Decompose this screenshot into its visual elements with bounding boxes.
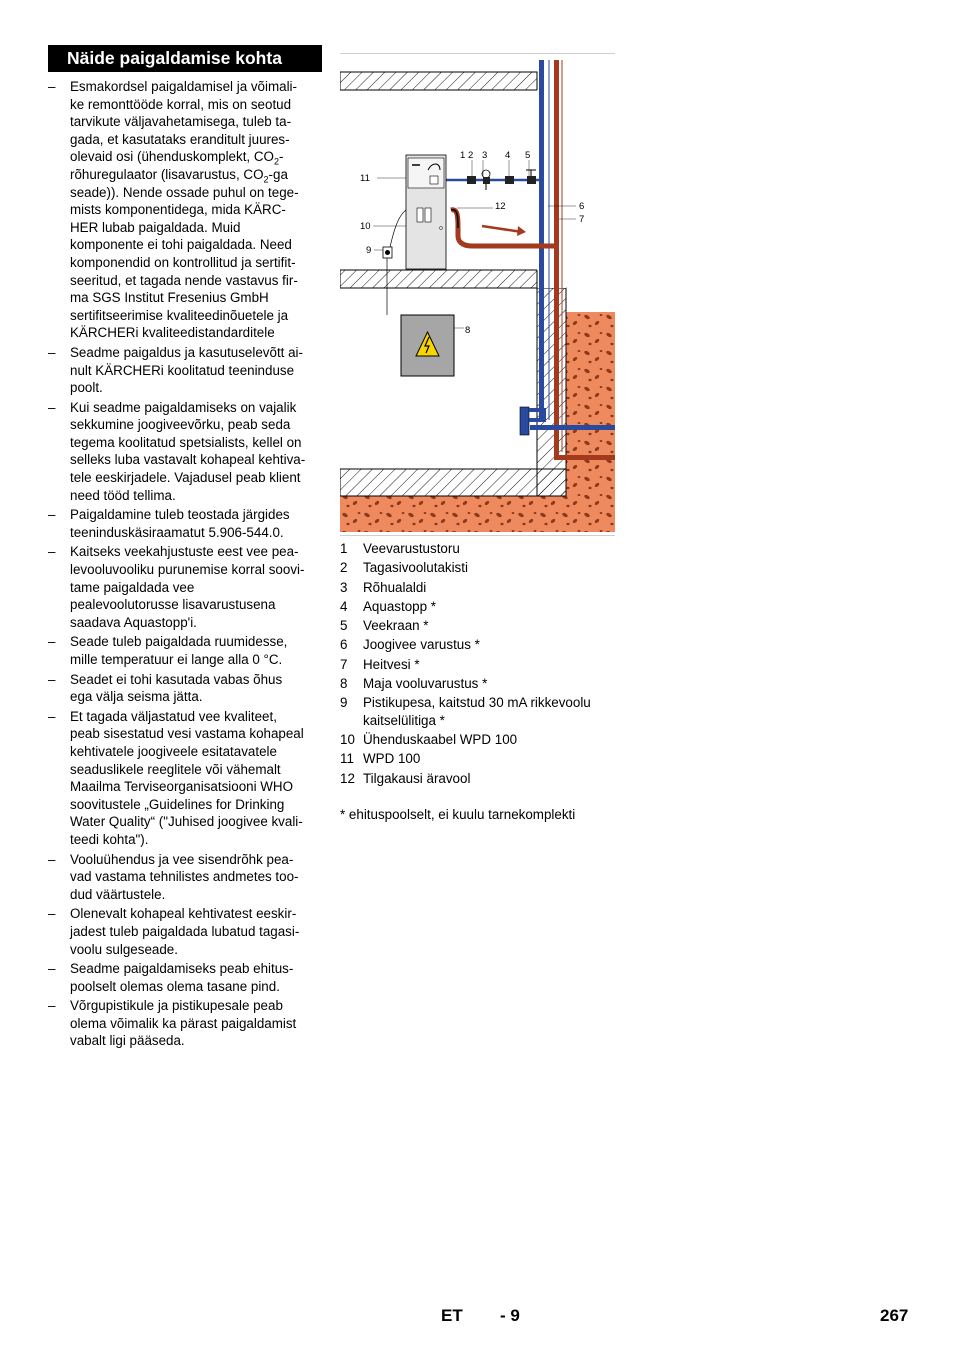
legend-label: Maja vooluvarustus * [363,675,488,691]
legend-item [340,656,630,674]
list-item [48,905,324,958]
list-dash: – [48,544,56,560]
legend-label: Rõhualaldi [363,579,427,595]
water-main [530,425,615,430]
footer-language: ET [441,1306,463,1325]
installation-diagram [340,60,615,532]
list-item-text: Seadme paigaldus ja kasutuselevõtt ai- nult KÄRCHERi koolitatud teeninduse poolt. [70,344,303,396]
aquastop [505,176,514,184]
callout-11: 11 [360,173,370,184]
legend-label: Veekraan * [363,618,429,634]
callout-7: 7 [579,214,585,225]
legend-item [340,636,630,654]
list-item-text: Seadme paigaldamiseks peab ehitus- poolselt olemas olema tasane pind. [70,961,294,994]
list-dash: – [48,708,56,724]
figure-bottom-rule [340,535,615,536]
callout-12: 12 [495,201,506,212]
list-item-text: Võrgupistikule ja pistikupesale peab olema võimalik ka pärast paigaldamist vabalt ligi pääseda. [70,998,297,1049]
list-item [48,399,324,505]
list-dash: – [48,671,56,687]
list-dash: – [48,906,56,922]
legend-label: WPD 100 [363,751,421,767]
footer-section-page: - 9 [500,1306,520,1325]
legend-number: 6 [340,637,348,653]
legend-number: 5 [340,618,348,634]
list-item [48,708,324,849]
legend-label: Tilgakausi äravool [363,770,471,786]
pressure-reducer [482,170,490,178]
list-item [48,671,324,706]
figure-legend [340,540,630,789]
callout-8: 8 [465,325,471,336]
basement-floor [340,469,566,496]
section-title: Näide paigaldamise kohta [48,45,322,72]
list-item-text: Seadet ei tohi kasutada vabas õhus ega välja seisma jätta. [70,671,283,705]
legend-item [340,770,630,788]
callout-10: 10 [360,221,371,232]
legend-item [340,731,630,749]
legend-item [340,675,630,693]
list-item [48,344,324,397]
list-dash: – [48,634,56,650]
legend-number: 2 [340,560,348,576]
list-dash: – [48,79,56,94]
list-item [48,997,324,1050]
list-item-text: Et tagada väljastatud vee kvaliteet, peab sisestatud vesi vastama kohapeal kehtivatele joogiveele esitatavatele seaduslikele reeglitele või vähemalt Maailma Terviseorganisatsiooni WHO soovitustele „Guidelines for Drinking Water Quality“ ("Juhised joogivee kvali- teedi kohta"). [70,708,304,847]
list-item-text: Paigaldamine tuleb teostada järgides teeninduskäsiraamatut 5.906-544.0. [70,507,290,540]
legend-item [340,617,630,635]
legend-label: Aquastopp * [363,598,436,614]
legend-label: Ühenduskaabel WPD 100 [363,732,518,748]
legend-item [340,598,630,616]
legend-item [340,750,630,768]
callout-1: 1 [460,150,466,161]
legend-number: 1 [340,541,348,556]
list-dash: – [48,998,56,1014]
legend-number: 4 [340,598,348,614]
list-dash: – [48,961,56,977]
list-dash: – [48,851,56,867]
legend-number: 10 [340,732,355,748]
drinking-water-riser [539,60,544,420]
callout-3: 3 [482,150,488,161]
backflow-preventer [467,176,476,184]
list-item [48,506,324,541]
floor-slab [340,270,537,288]
waste-water-riser [554,60,559,455]
legend-item [340,559,630,577]
connecting-cable [390,210,406,247]
callout-5: 5 [525,150,531,161]
legend-item [340,694,630,729]
legend-number: 9 [340,695,348,711]
legend-number: 3 [340,579,348,595]
legend-number: 12 [340,770,355,786]
list-item [48,543,324,631]
list-item-text: Kui seadme paigaldamiseks on vajalik sekkumine joogiveevõrku, peab seda tegema koolitatud spetsialists, kellel on selleks luba vastavalt kohapeal kehtiva- tele eeskirjadele. Vajadusel peab klient need tööd tellima. [70,399,306,503]
water-tap [527,176,536,184]
list-item-text: Vooluühendus ja vee sisendrõhk pea- vad vastama tehnilistes andmetes too- dud väärtustele. [70,851,299,902]
legend-label: Tagasivoolutakisti [363,560,468,576]
sewer-main [554,455,615,460]
legend-item [340,540,630,558]
legend-number: 8 [340,675,348,691]
list-dash: – [48,344,56,360]
figure-top-rule [340,53,615,54]
callout-9: 9 [366,245,372,256]
legend-label: Pistikupesa, kaitstud 30 mA rikkevoolu kaitselülitiga * [363,695,591,728]
legend-label: Joogivee varustus * [363,637,480,653]
callout-4: 4 [505,150,511,161]
list-dash: – [48,507,56,523]
list-dash: – [48,399,56,415]
legend-label: Veevarustustoru [363,541,460,556]
legend-item [340,579,630,597]
requirements-list [48,78,324,1052]
list-item-text: Esmakordsel paigaldamisel ja võimali- ke remonttööde korral, mis on seotud tarvikute väljavahetamisega, tuleb ta- gada, et kasutataks eranditult juures- olevaid osi (ühenduskomplekt, $CO_2-$ rõhuregulaator (lisavarustus, $CO_2-ga$ seade)). Nende ossade puhul on tege- mists komponentidega, mida KÄRC- HER lubab paigaldada. Muid komponente ei tohi paigaldada. Need komponendid on kontrollitud ja sertifit- seeritud, et tagada nende vastavus fir- ma SGS Institut Fresenius GmbH sertifitseerimise kvaliteedinõuetele ja KÄRCHERi kvaliteedistandarditele [70,79,299,341]
list-item-text: Olenevalt kohapeal kehtivatest eeskir- jadest tuleb paigaldada lubatud tagasi- voolu sulgeseade. [70,906,300,957]
footnote: * ehituspoolselt, ei kuulu tarnekomplekti [340,807,576,822]
list-item-text: Kaitseks veekahjustuste eest vee pea- levooluvooliku purunemise korral soovi- tame paigaldada vee pealevoolutorusse lisavarustusena saadava Aquastopp'i. [70,544,305,630]
list-item [48,78,324,342]
list-item-text: Seade tuleb paigaldada ruumidesse, mille temperatuur ei lange alla 0 °C. [70,634,288,667]
list-item [48,960,324,995]
ceiling-slab [340,72,537,90]
legend-number: 11 [340,751,354,767]
legend-number: 7 [340,656,348,672]
water-meter [520,407,529,435]
callout-2: 2 [468,150,474,161]
soil-area [340,312,615,532]
callout-6: 6 [579,201,585,212]
list-item [48,851,324,904]
footer-page-number: 267 [880,1306,909,1325]
legend-label: Heitvesi * [363,656,420,672]
list-item [48,633,324,668]
